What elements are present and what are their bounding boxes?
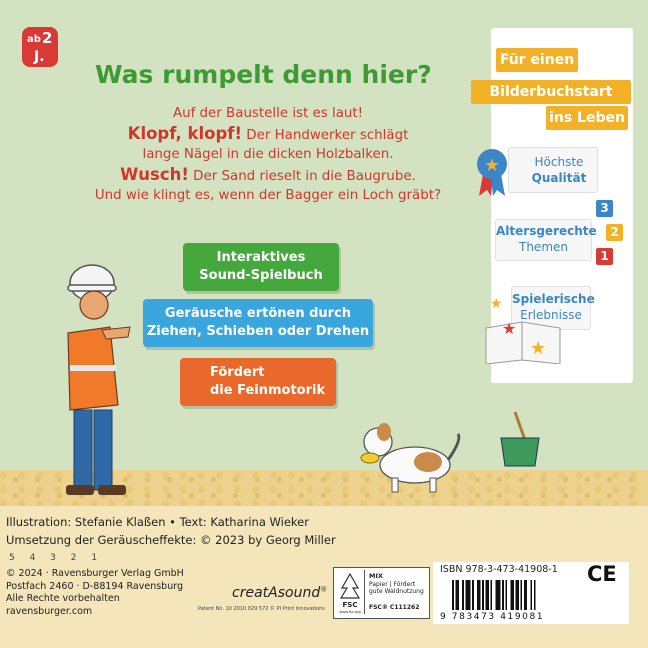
barcode-bar (466, 580, 468, 610)
shovel-handle (515, 412, 525, 440)
barcode-bar (452, 580, 454, 610)
pill-line: Fördert (210, 365, 265, 380)
dog-toy (361, 453, 379, 463)
isbn: ISBN 978-3-473-41908-1 (440, 564, 558, 575)
dog-leg (392, 478, 398, 492)
feature-pill-motor (180, 358, 336, 406)
barcode (452, 580, 552, 610)
publisher-line: © 2024 · Ravensburger Verlag GmbH (6, 568, 184, 579)
dog-ear (377, 423, 391, 441)
pill-line: Geräusche ertönen durch (164, 306, 352, 321)
barcode-bar (534, 580, 536, 610)
barcode-bar (462, 580, 464, 610)
fsc-tree-icon (336, 570, 365, 614)
star-icon: ★ (530, 338, 547, 359)
barcode-bar (497, 580, 499, 610)
ribbon-line: ins Leben (546, 106, 628, 130)
credits-line: Illustration: Stefanie Klaßen • Text: Katharina Wieker (6, 515, 309, 529)
barcode-bar (512, 580, 514, 610)
tree-shape (341, 574, 359, 598)
helmet-brim (68, 285, 116, 291)
fsc-label (333, 567, 430, 619)
fsc-code: FSC® C111262 (369, 604, 420, 611)
sound-word: Klopf, klopf! (127, 123, 243, 143)
publisher-line: Postfach 2460 · D-88194 Ravensburg (6, 580, 183, 592)
barcode-bar (531, 580, 533, 610)
feature-line: Altersgerechte (496, 224, 597, 238)
barcode-bar (482, 580, 484, 610)
barcode-digits: 9 783473 419081 (440, 612, 545, 622)
number-cube: 1 (596, 248, 613, 265)
print-counter: 5 4 3 2 1 (9, 553, 104, 563)
barcode-bar (502, 580, 504, 610)
barcode-bar (521, 580, 523, 610)
patent-note: Patent No. 10 2010 029 572 © PI Print Innovations (198, 606, 325, 612)
dog-leg (430, 478, 436, 492)
pill-line: Ziehen, Schieben oder Drehen (146, 324, 370, 339)
blurb-line: Und wie klingt es, wenn der Bagger ein Loch gräbt? (94, 188, 442, 203)
barcode-bar (506, 580, 508, 610)
age-badge-prefix: ab (27, 34, 41, 45)
barcode-bar (469, 580, 471, 610)
fsc-url: www.fsc.org (339, 610, 361, 614)
feature-pill-sound (183, 243, 339, 291)
sound-word: Wusch! (120, 164, 189, 184)
star-icon: ★ (502, 319, 517, 338)
blurb-line (88, 124, 448, 146)
credits-line: Umsetzung der Geräuscheffekte: © 2023 by Georg Miller (6, 533, 336, 547)
book-stars-icon (478, 292, 568, 364)
page-title: Was rumpelt denn hier? (95, 60, 432, 89)
worker-leg (74, 410, 92, 490)
feature-line: Erlebnisse (520, 308, 582, 322)
star-icon: ★ (490, 296, 503, 312)
barcode-bar (517, 580, 519, 610)
feature-line: Qualität (531, 171, 587, 185)
ribbon-line: Bilderbuchstart (471, 80, 631, 104)
blurb-line-rest: Der Handwerker schlägt (242, 127, 409, 143)
bucket-illustration (495, 410, 545, 470)
barcode-bar (457, 580, 459, 610)
barcode-bar (477, 580, 479, 610)
vest-stripe (70, 365, 116, 371)
creatasound-text: creatAsound (232, 585, 321, 601)
pill-line: Sound-Spielbuch (199, 268, 323, 283)
pill-line: die Feinmotorik (210, 383, 326, 398)
blurb-line: Auf der Baustelle ist es laut! (172, 106, 364, 121)
blurb-line: lange Nägel in die dicken Holzbalken. (142, 147, 394, 162)
fsc-description (369, 581, 424, 595)
worker-illustration (40, 255, 140, 500)
quality-medal-icon (473, 146, 513, 198)
barcode-bar (487, 580, 489, 610)
barcode-bar (524, 580, 526, 610)
ce-mark: CE (587, 562, 617, 586)
worker-boot (98, 485, 126, 495)
worker-leg (94, 410, 112, 490)
publisher-info (6, 568, 184, 618)
age-badge-unit: J. (34, 49, 45, 65)
dog-illustration (350, 420, 470, 500)
number-cube: 3 (596, 200, 613, 217)
fsc-logo-text: FSC (342, 601, 358, 609)
fsc-mix: MIX (369, 572, 383, 580)
barcode-bar (486, 580, 488, 610)
worker-boot (66, 485, 94, 495)
feature-age-themes (495, 219, 597, 261)
barcode-bar (491, 580, 493, 610)
fsc-line: Papier | Fördert (369, 581, 416, 588)
publisher-line: Alle Rechte vorbehalten (6, 593, 120, 604)
blurb-line (88, 165, 448, 187)
age-badge (22, 27, 58, 67)
feature-line: Höchste (534, 155, 584, 169)
barcode-bar (499, 580, 501, 610)
description-text (88, 104, 448, 206)
ribbon-line: Für einen (496, 48, 578, 72)
pill-line: Interaktives (216, 250, 306, 265)
feature-quality (508, 147, 598, 193)
feature-pill-interaction (143, 299, 373, 347)
barcode-bar (472, 580, 474, 610)
credits (6, 513, 336, 549)
blurb-line-rest: Der Sand rieselt in die Baugrube. (188, 168, 416, 184)
age-badge-number: 2 (42, 29, 53, 47)
bucket-shape (501, 438, 539, 466)
feature-line: Spielerische (512, 292, 595, 306)
fsc-line: gute Waldnutzung (369, 588, 424, 595)
worker-face (80, 291, 108, 319)
star-icon: ★ (483, 155, 501, 176)
barcode-bar (516, 580, 518, 610)
publisher-line: ravensburger.com (6, 605, 93, 617)
barcode-bar (511, 580, 513, 610)
number-cube: 2 (606, 224, 623, 241)
barcode-bar (496, 580, 498, 610)
barcode-bar (479, 580, 481, 610)
dog-tail (448, 434, 459, 460)
barcode-bar (456, 580, 458, 610)
barcode-bar (467, 580, 469, 610)
registered-mark: ® (320, 585, 328, 594)
creatasound-logo (232, 585, 327, 601)
feature-line: Themen (519, 240, 568, 254)
dog-spot (414, 452, 442, 472)
barcode-bar (526, 580, 528, 610)
